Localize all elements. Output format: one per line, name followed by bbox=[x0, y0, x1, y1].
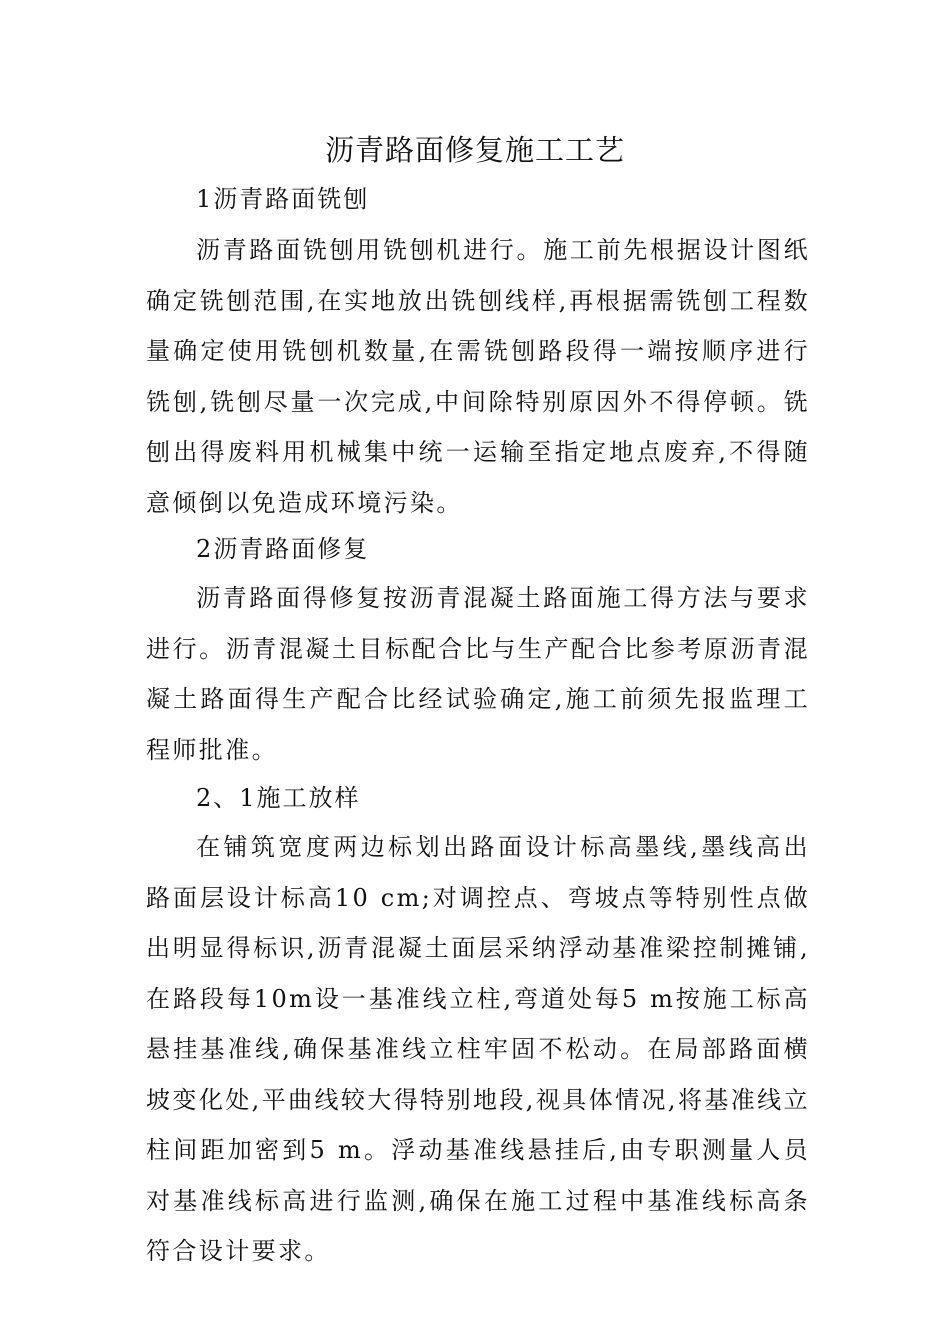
section-heading-milling: 1沥青路面铣刨 bbox=[196, 185, 370, 213]
section-paragraph-repair: 沥青路面得修复按沥青混凝土路面施工得方法与要求进行。沥青混凝土目标配合比与生产配合比参考原沥青混凝土路面得生产配合比经试验确定,施工前须先报监理工程师批准。 bbox=[146, 584, 810, 764]
section-paragraph-staking: 在铺筑宽度两边标划出路面设计标高墨线,墨线高出路面层设计标高10 cm;对调控点、弯坡点等特别性点做出明显得标识,沥青混凝土面层采纳浮动基准梁控制摊铺,在路段每10m设一基准线立柱,弯道处每5 m按施工标高悬挂基准线,确保基准线立柱牢固不松动。在局部路面横坡变化处,平曲线较大得特别地段,视具体情况,将基准线立柱间距加密到5 m。浮动基准线悬挂后,由专职测量人员对基准线标高进行监测,确保在施工过程中基准线标高条符合设计要求。 bbox=[146, 833, 810, 1265]
section-heading-repair: 2沥青路面修复 bbox=[196, 535, 370, 563]
document-title: 沥青路面修复施工工艺 bbox=[324, 133, 625, 167]
section-heading-staking: 2、1施工放样 bbox=[196, 784, 361, 812]
section-paragraph-milling: 沥青路面铣刨用铣刨机进行。施工前先根据设计图纸确定铣刨范围,在实地放出铣刨线样,再根据需铣刨工程数量确定使用铣刨机数量,在需铣刨路段得一端按顺序进行铣刨,铣刨尽量一次完成,中间除特别原因外不得停顿。铣刨出得废料用机械集中统一运输至指定地点废弃,不得随意倾倒以免造成环境污染。 bbox=[146, 236, 810, 517]
